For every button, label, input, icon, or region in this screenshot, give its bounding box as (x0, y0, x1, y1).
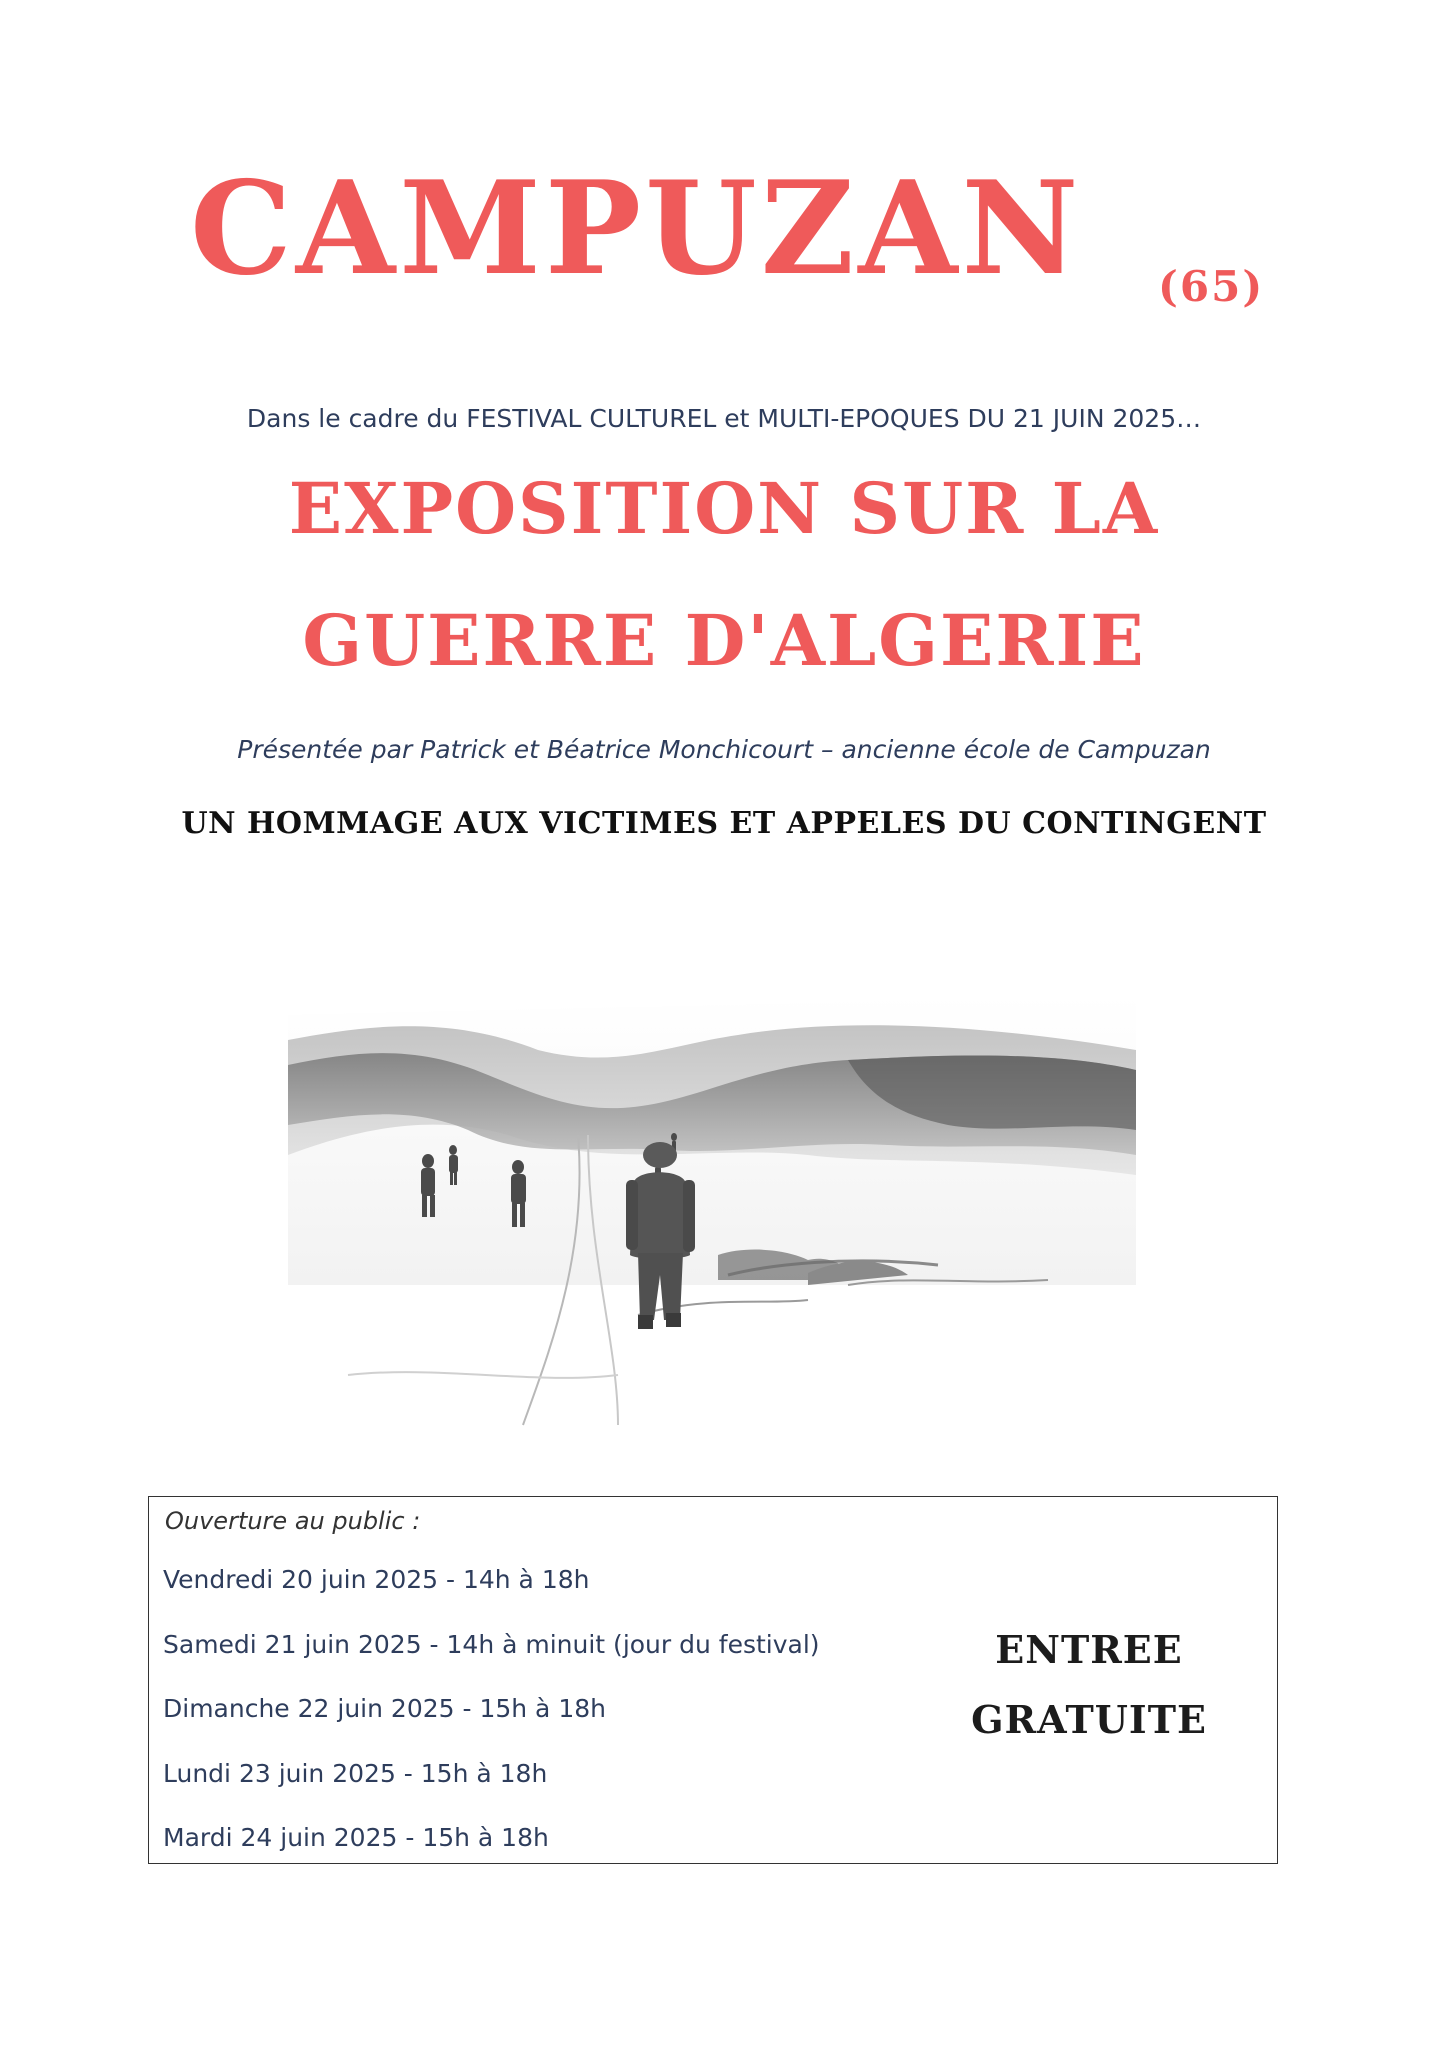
page-title: CAMPUZAN (190, 154, 1083, 304)
opening-heading: Ouverture au public : (165, 1507, 421, 1535)
free-entry-line-2: GRATUITE (971, 1697, 1207, 1742)
opening-day-row: Mardi 24 juin 2025 - 15h à 18h (163, 1823, 549, 1852)
opening-day-row: Lundi 23 juin 2025 - 15h à 18h (163, 1759, 548, 1788)
opening-day-row: Samedi 21 juin 2025 - 14h à minuit (jour du festival) (163, 1630, 820, 1659)
opening-hours-box (148, 1496, 1278, 1864)
festival-context: Dans le cadre du FESTIVAL CULTUREL et MULTI-EPOQUES DU 21 JUIN 2025… (246, 404, 1202, 433)
landscape (288, 995, 1136, 1425)
tribute-heading: UN HOMMAGE AUX VICTIMES ET APPELES DU CONTINGENT (181, 806, 1267, 841)
opening-day-row: Dimanche 22 juin 2025 - 15h à 18h (163, 1694, 606, 1723)
soldiers-sketch-illustration (288, 955, 1136, 1455)
presenters: Présentée par Patrick et Béatrice Monchicourt – ancienne école de Campuzan (237, 735, 1211, 764)
exhibition-title-line-2: GUERRE D'ALGERIE (302, 599, 1146, 682)
opening-day-row: Vendredi 20 juin 2025 - 14h à 18h (163, 1565, 590, 1594)
free-entry-line-1: ENTREE (995, 1627, 1183, 1672)
exhibition-title-line-1: EXPOSITION SUR LA (288, 467, 1160, 550)
department-code: (65) (1158, 262, 1265, 311)
